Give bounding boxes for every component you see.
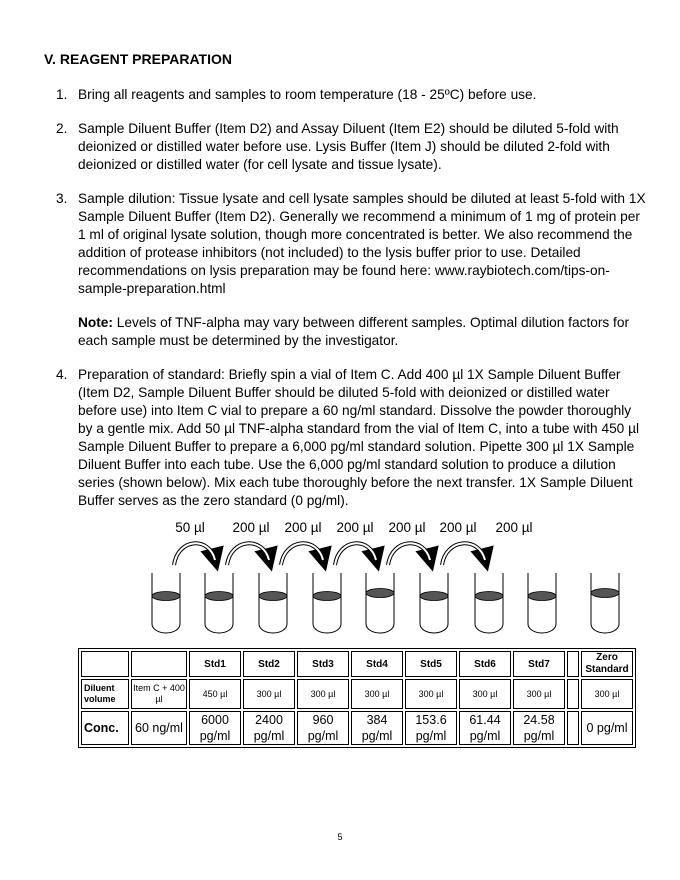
cell-diluent: 300 µl [297,679,349,709]
transfer-volume-label: 50 µl [175,520,205,535]
cell-diluent: 300 µl [459,679,511,709]
step-number: 2. [56,121,68,136]
spacer-cell [567,711,579,745]
header-std1: Std1 [189,651,241,677]
transfer-volume-label: 200 µl [495,520,533,535]
tube-body [420,573,448,633]
tube-liquid [475,592,503,601]
step-3 [56,190,646,350]
tube-body [528,573,556,633]
conc-unit: pg/ml [253,729,285,743]
conc-unit: pg/ml [523,729,555,743]
transfer-arrows [174,543,485,565]
tube-body [591,573,619,633]
spacer [78,298,646,314]
cell-conc-zero: 0 pg/ml [581,711,633,745]
tube-liquid [259,592,287,601]
step-number: 1. [56,87,68,102]
conc-unit: pg/ml [199,729,231,743]
cell-conc [405,711,457,745]
table-row-conc [81,711,633,745]
conc-value: 24.58 [523,713,555,727]
header-empty-cell [81,651,129,677]
cell-diluent: 300 µl [405,679,457,709]
cell-conc [459,711,511,745]
header-std5: Std5 [405,651,457,677]
transfer-volume-label: 200 µl [439,520,477,535]
step-number: 3. [56,191,68,206]
section-title: V. REAGENT PREPARATION [44,51,232,67]
header-std6: Std6 [459,651,511,677]
spacer [56,104,646,120]
header-zero-standard: Zero Standard [581,651,633,677]
cell-diluent: 450 µl [189,679,241,709]
cell-conc [297,711,349,745]
steps-list [56,86,646,510]
tubes [152,573,619,633]
row-label-diluent: Diluent volume [81,679,129,709]
transfer-volume-label: 200 µl [388,520,426,535]
step-text: Sample dilution: Tissue lysate and cell lysate samples should be diluted at least 5-fold with 1X Sample Diluent Buffer (Item D2). Generally we recommend a minimum of 1 mg of protein per 1 ml of original lysate solution, though more concentrated is better. We also recommend the addition of protease inhibitors (not included) to the lysis buffer prior to use. Detailed recommendations on lysis preparation may be found here: www.raybiotech.com/tips-on-sample-preparation.html [78,191,646,296]
table-header-row [81,651,633,677]
step-text: Sample Diluent Buffer (Item D2) and Assay Diluent (Item E2) should be diluted 5-fold with deionized or distilled water before use. Lysis Buffer (Item J) should be diluted 2-fold with deionized or distilled water (for cell lysate and tissue lysate). [78,121,619,172]
cell-diluent: 300 µl [513,679,565,709]
tube-liquid [591,589,619,598]
tube [591,573,619,633]
step-text: Bring all reagents and samples to room temperature (18 - 25ºC) before use. [78,87,537,102]
header-std4: Std4 [351,651,403,677]
tube [205,573,233,633]
tube-body [366,573,394,633]
note-text: Levels of TNF-alpha may vary between different samples. Optimal dilution factors for each sample must be determined by the investigator. [78,315,630,348]
header-std3: Std3 [297,651,349,677]
tube-body [475,573,503,633]
transfer-volume-label: 200 µl [232,520,270,535]
tube [152,573,180,633]
cell-item-c: Item C + 400 µl [131,679,187,709]
transfer-arrow [388,543,430,565]
transfer-arrow [227,543,269,565]
header-empty-cell [131,651,187,677]
conc-value: 6000 [201,713,229,727]
spacer [56,174,646,190]
cell-conc [513,711,565,745]
conc-value: 2400 [255,713,283,727]
step-1 [56,86,646,104]
page-number: 5 [337,832,343,842]
spacer [56,350,646,366]
tube [475,573,503,633]
cell-conc [351,711,403,745]
transfer-volume-labels [175,520,532,535]
spacer-cell [567,679,579,709]
transfer-volume-label: 200 µl [336,520,374,535]
cell-conc-first: 60 ng/ml [131,711,187,745]
tube [259,573,287,633]
table-row-diluent [81,679,633,709]
tube-liquid [366,589,394,598]
tube [420,573,448,633]
transfer-arrow [174,543,215,565]
step-text: Preparation of standard: Briefly spin a vial of Item C. Add 400 µl 1X Sample Diluent Buffer (Item D2, Sample Diluent Buffer should be diluted 5-fold with deionized or distilled water before use) into Item C vial to prepare a 60 ng/ml standard. Dissolve the powder thoroughly by a gentle mix. Add 50 µl TNF-alpha standard from the vial of Item C, into a tube with 450 µl Sample Diluent Buffer to prepare a 6,000 pg/ml standard solution. Pipette 300 µl 1X Sample Diluent Buffer into each tube. Use the 6,000 pg/ml standard solution to produce a dilution series (shown below). Mix each tube thoroughly before the next transfer. 1X Sample Diluent Buffer serves as the zero standard (0 pg/ml). [78,367,640,508]
transfer-arrow [281,543,323,565]
tube-body [205,573,233,633]
transfer-arrow [335,543,376,565]
cell-diluent: 300 µl [351,679,403,709]
row-label-conc: Conc. [81,711,129,745]
spacer-cell [567,651,579,677]
step-2 [56,120,646,174]
conc-unit: pg/ml [361,729,393,743]
conc-unit: pg/ml [307,729,339,743]
tube [366,573,394,633]
cell-conc [243,711,295,745]
conc-value: 61.44 [469,713,501,727]
tube [528,573,556,633]
transfer-arrow [442,543,485,565]
cell-diluent-zero: 300 µl [581,679,633,709]
conc-value: 384 [366,713,388,727]
cell-diluent: 300 µl [243,679,295,709]
tube-body [152,573,180,633]
conc-unit: pg/ml [415,729,447,743]
tube-body [313,573,341,633]
transfer-volume-label: 200 µl [284,520,322,535]
step-4 [56,366,646,510]
header-std7: Std7 [513,651,565,677]
tube-liquid [528,592,556,601]
step-number: 4. [56,367,68,382]
note-label: Note: [78,315,113,330]
conc-value: 960 [312,713,334,727]
conc-unit: pg/ml [469,729,501,743]
note-paragraph [78,314,646,350]
tube-liquid [152,592,180,601]
tube-body [259,573,287,633]
conc-value: 153.6 [415,713,447,727]
tube-liquid [313,592,341,601]
cell-conc [189,711,241,745]
tube [313,573,341,633]
standard-table [78,648,636,748]
header-std2: Std2 [243,651,295,677]
tube-liquid [205,592,233,601]
tube-liquid [420,592,448,601]
